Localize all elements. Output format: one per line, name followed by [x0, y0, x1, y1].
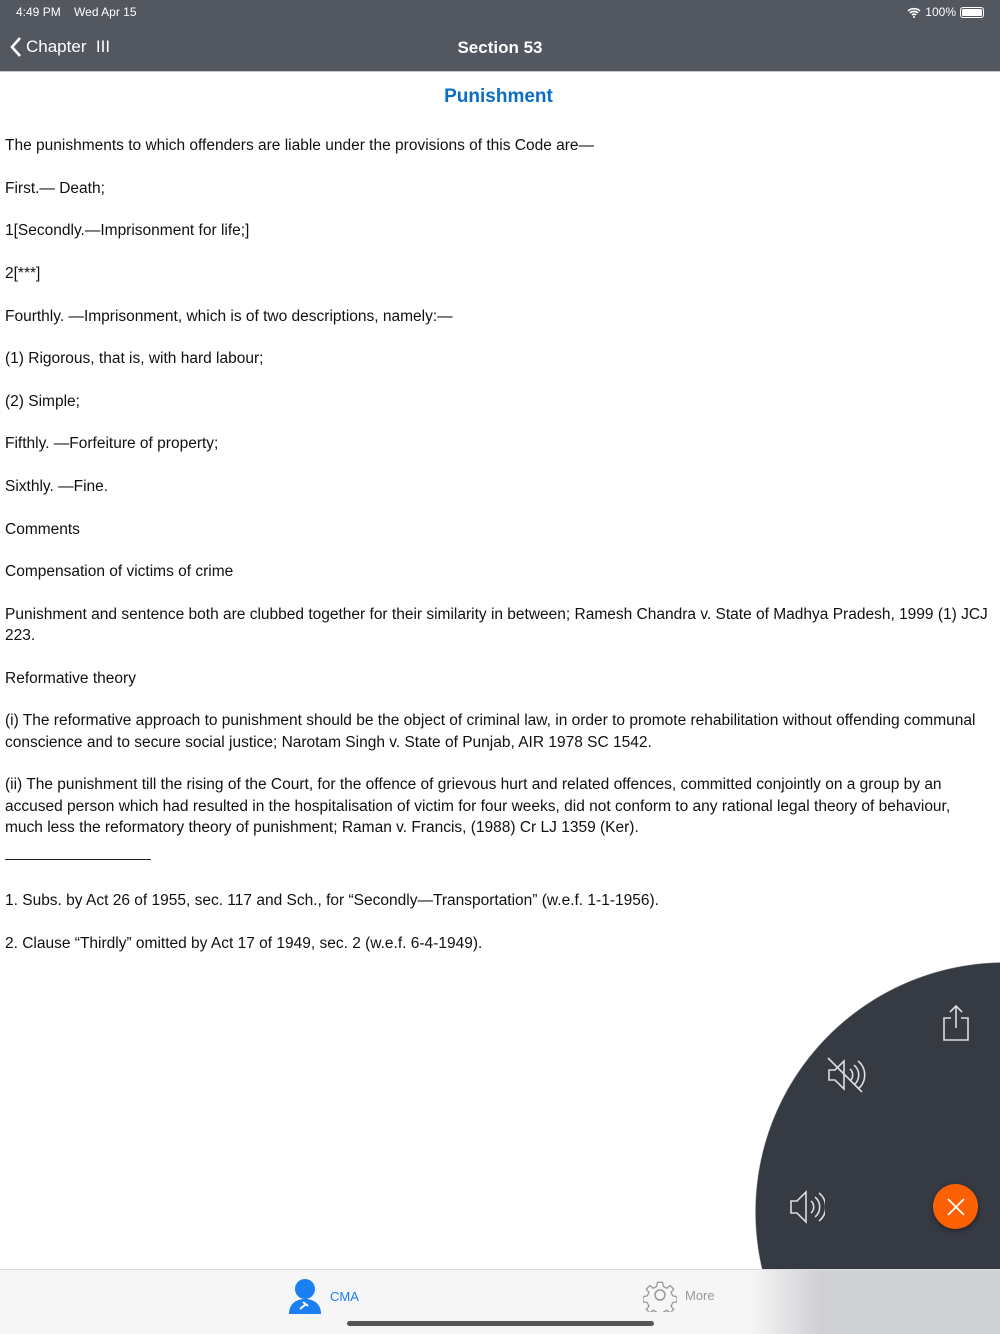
paragraph: (1) Rigorous, that is, with hard labour;	[5, 350, 264, 368]
close-menu-button[interactable]	[933, 1184, 978, 1229]
chevron-left-icon	[10, 36, 22, 58]
top-bar	[0, 0, 1000, 72]
paragraph: Reformative theory	[5, 669, 136, 687]
paragraph: Comments	[5, 520, 80, 538]
paragraph: Compensation of victims of crime	[5, 563, 234, 581]
paragraph: First.— Death;	[5, 179, 105, 197]
home-indicator[interactable]	[347, 1321, 654, 1326]
paragraph: Fourthly. —Imprisonment, which is of two descriptions, namely:—	[5, 307, 453, 325]
tab-more[interactable]	[643, 1278, 715, 1312]
share-icon[interactable]	[940, 1004, 972, 1042]
section-content	[5, 86, 992, 976]
lawyer-icon	[288, 1278, 322, 1314]
wifi-icon	[907, 7, 921, 18]
mute-icon[interactable]	[826, 1056, 866, 1094]
tab-cma[interactable]	[288, 1278, 359, 1314]
paragraph: Punishment and sentence both are clubbed together for their similarity in between; Ramesh Chandra v. State of Madhya Pradesh, 1999 (1) JCJ 223.	[5, 605, 988, 645]
paragraph: Fifthly. —Forfeiture of property;	[5, 435, 219, 453]
battery-icon	[960, 7, 984, 18]
paragraph: Sixthly. —Fine.	[5, 478, 109, 496]
tab-label: CMA	[330, 1288, 359, 1304]
footnote: 1. Subs. by Act 26 of 1955, sec. 117 and Sch., for “Secondly—Transportation” (w.e.f. 1-1-1956).	[5, 892, 659, 910]
paragraph: (i) The reformative approach to punishment should be the object of criminal law, in order to promote rehabilitation without offending communal conscience and to secure social justice; Narotam Singh v. State of Punjab, AIR 1978 SC 1542.	[5, 712, 976, 751]
tab-label: More	[685, 1287, 715, 1303]
paragraph: 1[Secondly.—Imprisonment for life;]	[5, 222, 250, 240]
back-button[interactable]	[10, 36, 110, 58]
footnote: 2. Clause “Thirdly” omitted by Act 17 of 1949, sec. 2 (w.e.f. 6-4-1949).	[5, 934, 483, 952]
back-label: Chapter III	[26, 37, 111, 56]
section-heading: Punishment	[444, 86, 553, 107]
battery-percent: 100%	[925, 5, 956, 19]
footnote-divider	[5, 859, 151, 860]
paragraph: 2[***]	[5, 265, 41, 283]
gear-icon	[643, 1278, 677, 1312]
page-title: Section 53	[457, 38, 543, 57]
speaker-icon[interactable]	[789, 1190, 825, 1224]
paragraph: (2) Simple;	[5, 392, 80, 410]
paragraph: (ii) The punishment till the rising of the Court, for the offence of grievous hurt and related offences, committed conjointly on a group by an accused person which had resulted in the hospitalisation of victim for four weeks, did not conform to any rational legal theory of behaviour, much less the reformatory theory of punishment; Raman v. Francis, (1988) Cr LJ 1359 (Ker).	[5, 776, 951, 836]
status-right	[907, 5, 984, 19]
status-time: 4:49 PM	[16, 5, 61, 19]
paragraph: The punishments to which offenders are liable under the provisions of this Code are—	[5, 137, 595, 155]
close-icon	[947, 1198, 965, 1216]
status-bar	[16, 5, 147, 19]
status-date: Wed Apr 15	[74, 5, 137, 19]
